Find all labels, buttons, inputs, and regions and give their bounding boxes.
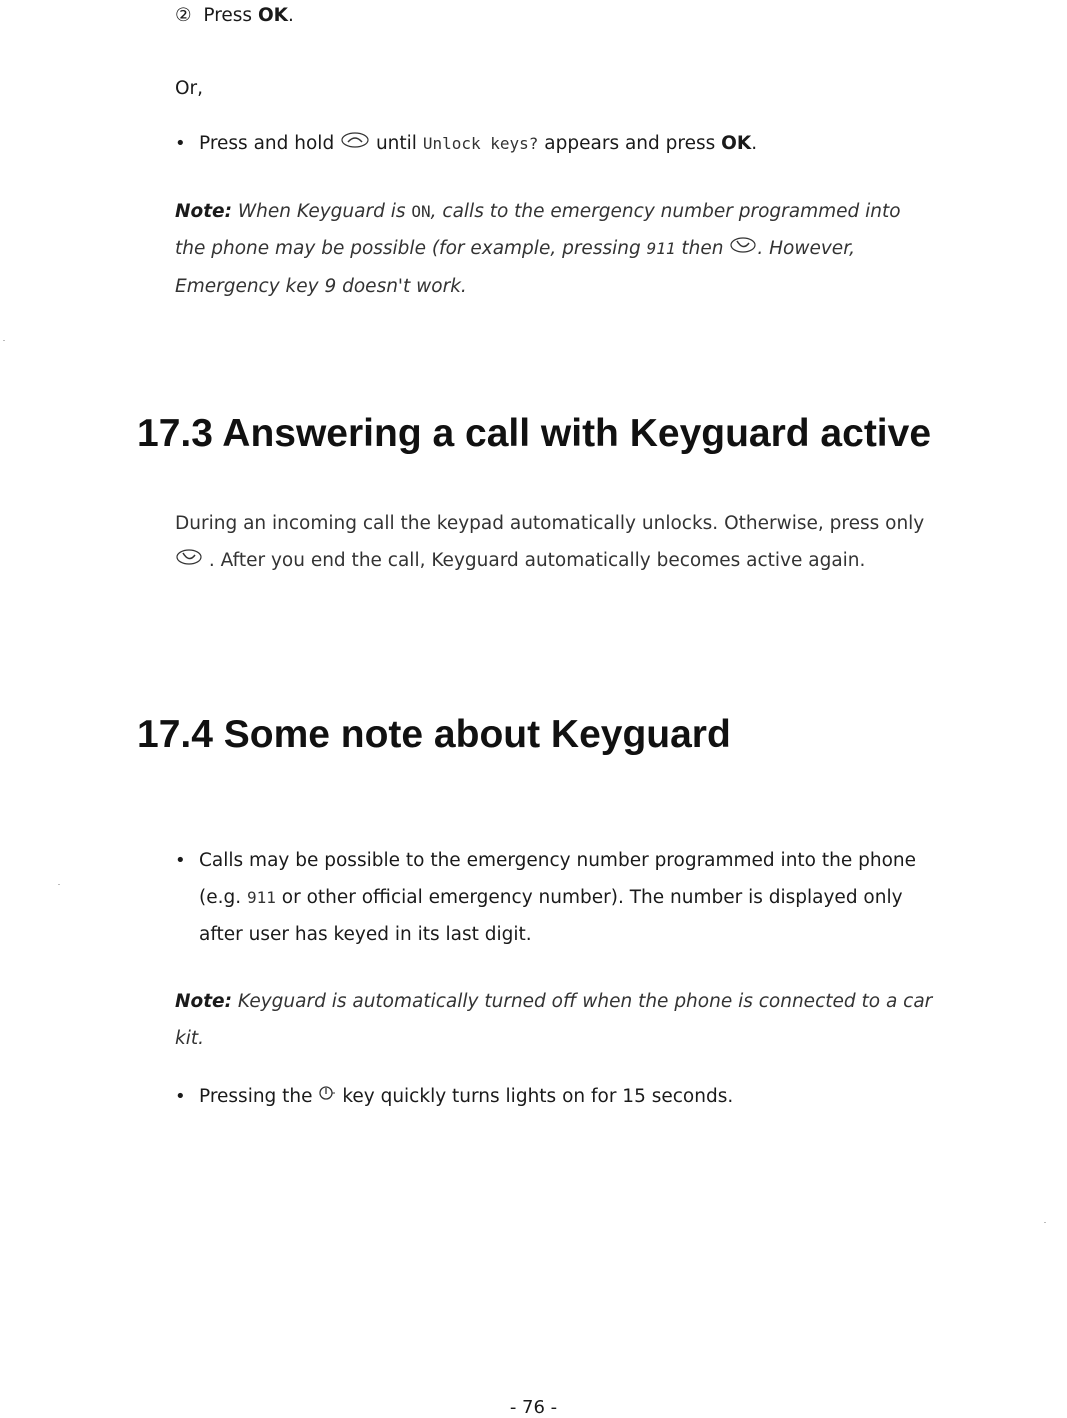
scan-speck bbox=[1044, 1222, 1046, 1223]
b2-b: key quickly turns lights on for 15 seconds. bbox=[342, 1085, 734, 1107]
end-call-key-icon bbox=[340, 126, 370, 163]
note1-t3: the phone may be possible (for example, pressing bbox=[175, 238, 647, 259]
step-end: . bbox=[288, 5, 294, 26]
note-car-kit bbox=[175, 983, 1065, 1057]
scan-speck bbox=[58, 884, 60, 885]
note1-t1: When Keyguard is bbox=[231, 201, 412, 222]
hold-post: appears and press bbox=[538, 133, 722, 154]
note2-t1: Keyguard is automatically turned off when the phone is connected to a car bbox=[231, 991, 933, 1012]
note1-t2: , calls to the emergency number programmed into bbox=[430, 201, 901, 222]
hold-until: until bbox=[375, 133, 423, 154]
scan-speck bbox=[3, 340, 5, 341]
note2-t2: kit. bbox=[175, 1028, 204, 1049]
emergency-number: 911 bbox=[646, 239, 676, 258]
send-key-icon-2 bbox=[175, 543, 203, 580]
hold-bullet bbox=[175, 125, 1067, 163]
ok-key-label-2: OK bbox=[721, 133, 752, 154]
emergency-number-2: 911 bbox=[246, 887, 276, 907]
bullet-lights bbox=[175, 1078, 1067, 1116]
unlock-keys-display: Unlock keys? bbox=[422, 134, 539, 153]
section-17-3-heading: 17.3 Answering a call with Keyguard active bbox=[137, 412, 932, 455]
note-label: Note: bbox=[175, 201, 232, 222]
note-keyguard-on bbox=[175, 193, 1055, 305]
page-number: - 76 - bbox=[509, 1397, 558, 1418]
hold-pre: Press and hold bbox=[199, 133, 341, 154]
step-number: ② bbox=[175, 5, 192, 26]
light-key-icon bbox=[318, 1078, 336, 1115]
sec3-line2: . After you end the call, Keyguard automatically becomes active again. bbox=[208, 550, 866, 571]
step-2 bbox=[175, 0, 294, 34]
send-key-icon bbox=[729, 231, 757, 268]
hold-end: . bbox=[751, 133, 758, 154]
b1-line3: after user has keyed in its last digit. bbox=[199, 923, 532, 945]
ok-key-label: OK bbox=[257, 5, 288, 26]
note1-t4: then bbox=[675, 238, 730, 259]
bullet-emergency-calls bbox=[175, 842, 1067, 953]
note1-t6: Emergency key 9 doesn't work. bbox=[175, 275, 467, 297]
b1-line2a: (e.g. bbox=[199, 886, 247, 908]
note1-t5: . However, bbox=[757, 238, 855, 259]
b2-a: Pressing the bbox=[199, 1085, 319, 1107]
note-label-2: Note: bbox=[175, 991, 232, 1012]
sec3-line1: During an incoming call the keypad automatically unlocks. Otherwise, press only bbox=[175, 513, 925, 534]
section-17-3-body bbox=[175, 505, 1060, 580]
b1-line2b: or other official emergency number). The number is displayed only bbox=[275, 886, 903, 908]
step-text: Press bbox=[203, 5, 258, 26]
or-text: Or, bbox=[175, 78, 204, 99]
section-17-4-heading: 17.4 Some note about Keyguard bbox=[137, 713, 731, 756]
b1-line1: Calls may be possible to the emergency number programmed into the phone bbox=[199, 849, 917, 871]
on-display: ON bbox=[411, 202, 431, 221]
